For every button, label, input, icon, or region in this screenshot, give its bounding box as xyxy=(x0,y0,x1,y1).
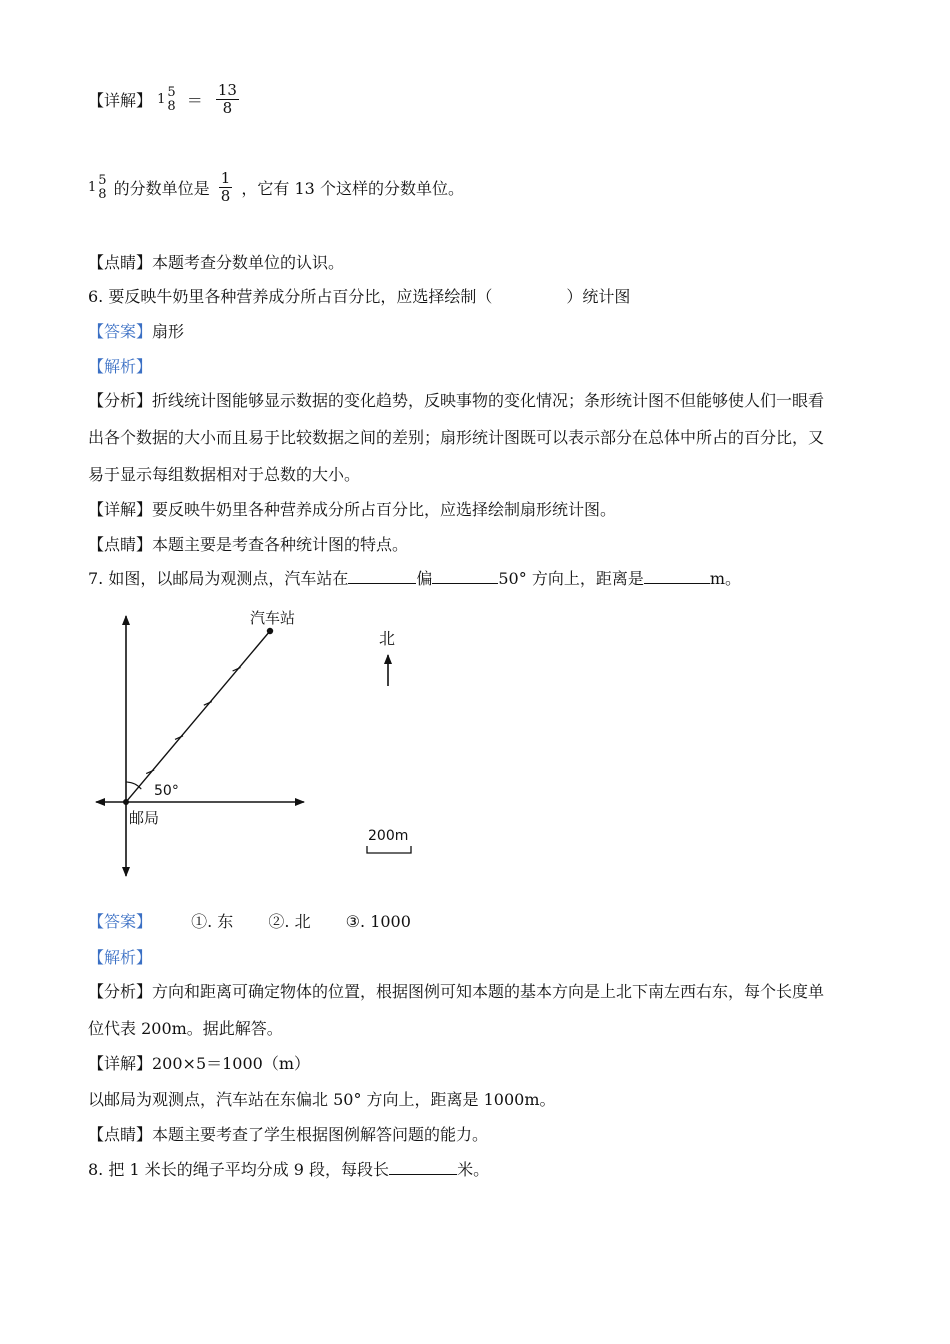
sentence-part-a: 的分数单位是 xyxy=(113,179,210,198)
equals-sign: ＝ xyxy=(186,91,203,110)
mixed-fraction xyxy=(165,86,177,114)
q6-answer: 扇形 xyxy=(152,322,185,341)
detail-tag: 【详解】 xyxy=(88,91,153,110)
q6-detail: 【详解】要反映牛奶里各种营养成分所占百分比，应选择绘制扇形统计图。 xyxy=(88,500,617,519)
q6-fenxi-3: 易于显示每组数据相对于总数的大小。 xyxy=(88,465,361,484)
q6-fenxi-1: 【分析】折线统计图能够显示数据的变化趋势，反映事物的变化情况；条形统计图不但能够使人们一眼看 xyxy=(88,391,825,410)
q7-blank-1 xyxy=(348,569,416,584)
mixed-denominator: 8 xyxy=(167,98,176,114)
q7-answer-2: ②. 北 xyxy=(268,912,311,931)
unit-fraction xyxy=(219,170,233,205)
unit-denominator: 8 xyxy=(220,187,231,205)
mixed-numerator-2: 5 xyxy=(98,172,107,188)
post-office-label: 邮局 xyxy=(129,809,160,827)
q7-analysis-tag: 【解析】 xyxy=(88,948,153,967)
improper-denominator: 8 xyxy=(216,99,239,117)
scale-bar xyxy=(367,846,411,853)
bus-station-ray xyxy=(126,631,270,802)
q7-answer-tag: 【答案】 xyxy=(88,912,153,931)
unit-numerator: 1 xyxy=(220,169,231,187)
q7-answer-3: ③. 1000 xyxy=(345,912,411,931)
question-8 xyxy=(88,1160,489,1180)
improper-numerator: 13 xyxy=(217,81,237,99)
q6-answer-line xyxy=(88,322,184,342)
mixed-numerator: 5 xyxy=(167,84,176,100)
sentence-part-b: ，它有 13 个这样的分数单位。 xyxy=(241,179,464,198)
q7-fenxi-1: 【分析】方向和距离可确定物体的位置，根据图例可知本题的基本方向是上北下南左西右东，每个长度单 xyxy=(88,982,825,1001)
angle-label: 50° xyxy=(154,783,179,799)
note-1: 【点睛】本题考查分数单位的认识。 xyxy=(88,253,345,272)
bus-station-label: 汽车站 xyxy=(250,609,296,627)
fraction-unit-sentence xyxy=(88,170,464,205)
q8-part1: 8. 把 1 米长的绳子平均分成 9 段，每段长 xyxy=(88,1160,390,1179)
q6-prefix: 6. 要反映牛奶里各种营养成分所占百分比，应选择绘制（ xyxy=(88,287,493,306)
q7-part3: 50° 方向上，距离是 xyxy=(498,569,644,588)
post-office-point xyxy=(123,799,129,805)
question-6 xyxy=(88,287,630,307)
q7-fenxi-2: 位代表 200m。据此解答。 xyxy=(88,1019,283,1038)
mixed-fraction-2 xyxy=(96,174,108,202)
q6-fenxi-2: 出各个数据的大小而且易于比较数据之间的差别；扇形统计图既可以表示部分在总体中所占的百分比，又 xyxy=(88,428,825,447)
mixed-denominator-2: 8 xyxy=(98,186,107,202)
q7-detail: 【详解】200×5＝1000（m） xyxy=(88,1054,311,1073)
scale-label: 200m xyxy=(368,828,409,844)
q6-suffix: ）统计图 xyxy=(566,287,631,306)
q7-blank-2 xyxy=(432,569,498,584)
improper-fraction xyxy=(216,82,239,117)
q8-blank xyxy=(389,1160,457,1175)
north-label: 北 xyxy=(379,629,396,648)
q7-blank-3 xyxy=(644,569,710,584)
q7-answer-1: ①. 东 xyxy=(191,912,234,931)
q7-conclusion: 以邮局为观测点，汽车站在东偏北 50° 方向上，距离是 1000m。 xyxy=(88,1090,556,1109)
q6-analysis-tag: 【解析】 xyxy=(88,357,153,376)
direction-diagram xyxy=(88,600,428,880)
mixed-whole-2: 1 xyxy=(88,180,97,195)
q7-note: 【点睛】本题主要考查了学生根据图例解答问题的能力。 xyxy=(88,1125,489,1144)
q7-part4: m。 xyxy=(709,569,742,588)
q6-answer-tag: 【答案】 xyxy=(88,322,153,341)
detail-fraction-equation xyxy=(88,82,239,117)
q7-part1: 7. 如图，以邮局为观测点，汽车站在 xyxy=(88,569,349,588)
q7-part2: 偏 xyxy=(416,569,433,588)
bus-station-point xyxy=(267,628,273,634)
q7-answer-line xyxy=(88,912,411,932)
q6-note: 【点睛】本题主要是考查各种统计图的特点。 xyxy=(88,535,409,554)
mixed-whole: 1 xyxy=(157,92,166,107)
q8-part2: 米。 xyxy=(457,1160,490,1179)
question-7 xyxy=(88,569,741,589)
